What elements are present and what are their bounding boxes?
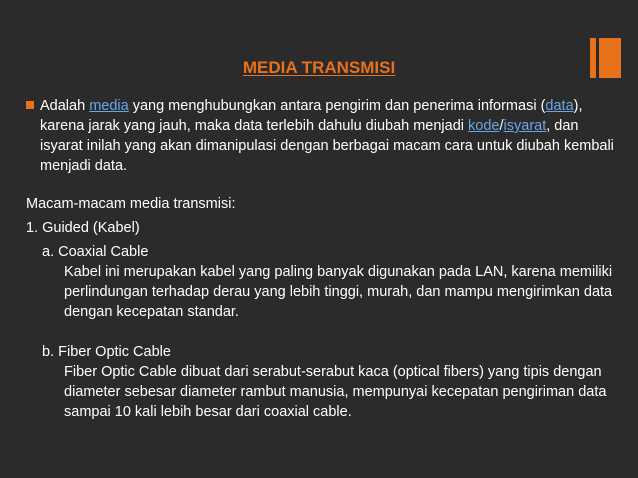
bullet-text-4: / <box>499 118 504 134</box>
guided-heading: 1. Guided (Kabel) <box>26 220 140 236</box>
definition-bullet <box>26 96 616 176</box>
fiber-label: b. Fiber Optic Cable <box>42 344 171 360</box>
fiber-description: Fiber Optic Cable dibuat dari serabut-serabut kaca (optical fibers) yang tipis dengan diameter sebesar diameter rambut manusia, mempunyai kecepatan pengiriman data sampai 10 kali lebih besar dari coaxial cable. <box>64 364 607 420</box>
link-isyarat[interactable]: isyarat <box>503 118 547 134</box>
coax-description: Kabel ini merupakan kabel yang paling banyak digunakan pada LAN, karena memiliki perlindungan terhadap derau yang lebih tinggi, murah, dan mampu mengirimkan data dengan kecepatan standar. <box>64 264 613 320</box>
bullet-text-5: , dan isyarat inilah yang akan dimanipulasi dengan berbagai macam cara untuk diubah kembali menjadi data. <box>40 118 614 174</box>
bullet-text-3: ), karena jarak yang jauh, maka data terlebih dahulu diubah menjadi <box>40 98 583 134</box>
link-data[interactable]: data <box>545 98 574 114</box>
slide-title: MEDIA TRANSMISI <box>242 58 396 77</box>
slide-content <box>26 96 616 422</box>
section-heading: Macam-macam media transmisi: <box>26 196 236 212</box>
link-kode[interactable]: kode <box>468 118 500 134</box>
link-media[interactable]: media <box>89 98 129 114</box>
bullet-text-2: yang menghubungkan antara pengirim dan penerima informasi ( <box>128 98 546 114</box>
coax-label: a. Coaxial Cable <box>42 244 149 260</box>
square-bullet-icon <box>26 101 34 109</box>
bullet-text-1: Adalah <box>40 98 90 114</box>
